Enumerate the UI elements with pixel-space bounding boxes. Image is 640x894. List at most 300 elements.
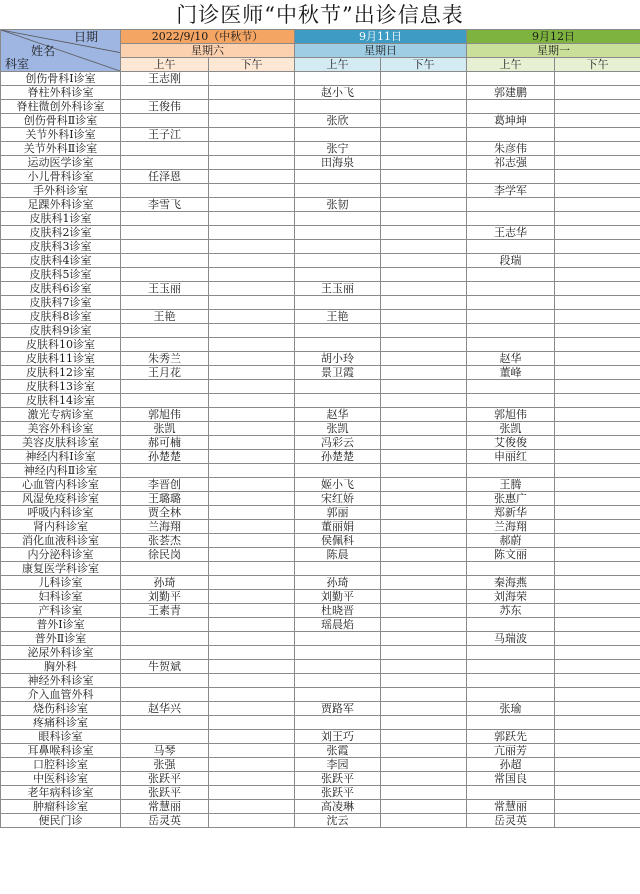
department-cell: 皮肤科12诊室 — [1, 366, 121, 380]
table-row — [1, 100, 640, 114]
am-doctor-cell: 王艳 — [121, 310, 209, 324]
am-doctor-cell: 张凯 — [121, 422, 209, 436]
pm-doctor-cell — [209, 506, 295, 520]
department-cell: 肾内科诊室 — [1, 520, 121, 534]
pm-doctor-cell — [555, 366, 640, 380]
table-row — [1, 632, 640, 646]
am-doctor-cell: 高凌琳 — [295, 800, 381, 814]
pm-doctor-cell — [555, 786, 640, 800]
pm-doctor-cell — [209, 324, 295, 338]
pm-doctor-cell — [555, 506, 640, 520]
department-cell: 皮肤科10诊室 — [1, 338, 121, 352]
table-row — [1, 688, 640, 702]
am-doctor-cell — [295, 212, 381, 226]
table-row — [1, 772, 640, 786]
am-doctor-cell — [295, 128, 381, 142]
pm-doctor-cell — [381, 744, 467, 758]
pm-doctor-cell — [209, 786, 295, 800]
am-doctor-cell — [295, 380, 381, 394]
table-row — [1, 674, 640, 688]
am-doctor-cell: 王玉丽 — [121, 282, 209, 296]
am-doctor-cell: 董丽娟 — [295, 520, 381, 534]
pm-doctor-cell — [209, 562, 295, 576]
pm-doctor-cell — [381, 380, 467, 394]
pm-doctor-cell — [209, 282, 295, 296]
pm-doctor-cell — [381, 170, 467, 184]
pm-doctor-cell — [209, 576, 295, 590]
am-doctor-cell: 杜晓晋 — [295, 604, 381, 618]
department-cell: 皮肤科5诊室 — [1, 268, 121, 282]
pm-doctor-cell — [209, 618, 295, 632]
pm-doctor-cell — [209, 744, 295, 758]
day-weekday: 星期日 — [295, 44, 467, 58]
pm-doctor-cell — [555, 324, 640, 338]
am-doctor-cell — [121, 562, 209, 576]
pm-doctor-cell — [555, 296, 640, 310]
table-row — [1, 730, 640, 744]
pm-doctor-cell — [555, 282, 640, 296]
pm-doctor-cell — [555, 422, 640, 436]
schedule-body — [1, 72, 640, 828]
department-cell: 脊柱外科诊室 — [1, 86, 121, 100]
department-cell: 美容皮肤科诊室 — [1, 436, 121, 450]
am-doctor-cell: 赵小飞 — [295, 86, 381, 100]
am-doctor-cell: 孙琦 — [295, 576, 381, 590]
pm-doctor-cell — [555, 72, 640, 86]
department-cell: 皮肤科14诊室 — [1, 394, 121, 408]
pm-doctor-cell — [209, 254, 295, 268]
department-cell: 便民门诊 — [1, 814, 121, 828]
table-row — [1, 702, 640, 716]
am-doctor-cell: 张凯 — [295, 422, 381, 436]
pm-doctor-cell — [381, 534, 467, 548]
am-doctor-cell: 王志刚 — [121, 72, 209, 86]
am-doctor-cell — [121, 296, 209, 310]
pm-doctor-cell — [381, 324, 467, 338]
pm-doctor-cell — [209, 660, 295, 674]
corner-name-label: 姓名 — [31, 44, 56, 58]
am-doctor-cell: 王腾 — [467, 478, 555, 492]
am-doctor-cell — [467, 198, 555, 212]
am-doctor-cell — [467, 338, 555, 352]
pm-doctor-cell — [381, 254, 467, 268]
department-cell: 眼科诊室 — [1, 730, 121, 744]
table-row — [1, 506, 640, 520]
am-doctor-cell: 张瑜 — [467, 702, 555, 716]
am-doctor-cell: 常慧丽 — [121, 800, 209, 814]
pm-doctor-cell — [209, 296, 295, 310]
am-doctor-cell — [295, 184, 381, 198]
department-cell: 皮肤科9诊室 — [1, 324, 121, 338]
pm-doctor-cell — [555, 198, 640, 212]
department-cell: 皮肤科3诊室 — [1, 240, 121, 254]
pm-doctor-cell — [555, 632, 640, 646]
am-doctor-cell: 王素青 — [121, 604, 209, 618]
department-cell: 老年病科诊室 — [1, 786, 121, 800]
pm-doctor-cell — [209, 702, 295, 716]
department-cell: 口腔科诊室 — [1, 758, 121, 772]
pm-doctor-cell — [555, 352, 640, 366]
am-doctor-cell — [295, 240, 381, 254]
am-doctor-cell: 段瑞 — [467, 254, 555, 268]
table-row — [1, 646, 640, 660]
am-doctor-cell — [467, 394, 555, 408]
am-doctor-cell — [467, 170, 555, 184]
department-cell: 关节外科Ⅰ诊室 — [1, 128, 121, 142]
pm-doctor-cell — [381, 814, 467, 828]
am-doctor-cell — [121, 142, 209, 156]
am-doctor-cell: 姬小飞 — [295, 478, 381, 492]
period-am: 上午 — [467, 58, 555, 72]
pm-doctor-cell — [209, 730, 295, 744]
am-doctor-cell: 贾全林 — [121, 506, 209, 520]
am-doctor-cell: 张韧 — [295, 198, 381, 212]
pm-doctor-cell — [555, 226, 640, 240]
pm-doctor-cell — [381, 128, 467, 142]
pm-doctor-cell — [555, 814, 640, 828]
pm-doctor-cell — [381, 800, 467, 814]
pm-doctor-cell — [555, 450, 640, 464]
am-doctor-cell: 郑新华 — [467, 506, 555, 520]
pm-doctor-cell — [555, 254, 640, 268]
am-doctor-cell — [121, 674, 209, 688]
am-doctor-cell: 岳灵英 — [121, 814, 209, 828]
table-row — [1, 604, 640, 618]
pm-doctor-cell — [381, 674, 467, 688]
corner-header — [1, 30, 121, 72]
pm-doctor-cell — [381, 492, 467, 506]
table-row — [1, 660, 640, 674]
am-doctor-cell — [467, 282, 555, 296]
am-doctor-cell: 瑶晨焰 — [295, 618, 381, 632]
am-doctor-cell: 张跃平 — [121, 772, 209, 786]
pm-doctor-cell — [381, 240, 467, 254]
am-doctor-cell — [467, 674, 555, 688]
am-doctor-cell — [467, 310, 555, 324]
pm-doctor-cell — [555, 576, 640, 590]
am-doctor-cell — [467, 716, 555, 730]
am-doctor-cell: 张跃平 — [295, 772, 381, 786]
period-pm: 下午 — [555, 58, 640, 72]
pm-doctor-cell — [209, 800, 295, 814]
pm-doctor-cell — [209, 688, 295, 702]
am-doctor-cell — [295, 674, 381, 688]
am-doctor-cell: 王月花 — [121, 366, 209, 380]
am-doctor-cell: 刘王巧 — [295, 730, 381, 744]
table-row — [1, 478, 640, 492]
am-doctor-cell: 祁志强 — [467, 156, 555, 170]
am-doctor-cell: 赵华 — [295, 408, 381, 422]
department-cell: 内分泌科诊室 — [1, 548, 121, 562]
am-doctor-cell — [121, 114, 209, 128]
pm-doctor-cell — [555, 618, 640, 632]
pm-doctor-cell — [381, 604, 467, 618]
table-row — [1, 142, 640, 156]
am-doctor-cell: 刘勤平 — [295, 590, 381, 604]
am-doctor-cell: 景卫霞 — [295, 366, 381, 380]
am-doctor-cell: 郭旭伟 — [121, 408, 209, 422]
pm-doctor-cell — [381, 688, 467, 702]
table-row — [1, 408, 640, 422]
am-doctor-cell — [295, 688, 381, 702]
table-row — [1, 590, 640, 604]
department-cell: 激光专病诊室 — [1, 408, 121, 422]
pm-doctor-cell — [381, 506, 467, 520]
pm-doctor-cell — [381, 394, 467, 408]
am-doctor-cell: 马琴 — [121, 744, 209, 758]
pm-doctor-cell — [555, 744, 640, 758]
pm-doctor-cell — [381, 310, 467, 324]
am-doctor-cell — [467, 618, 555, 632]
pm-doctor-cell — [381, 478, 467, 492]
pm-doctor-cell — [381, 786, 467, 800]
am-doctor-cell: 孙楚楚 — [121, 450, 209, 464]
am-doctor-cell — [295, 562, 381, 576]
table-row — [1, 184, 640, 198]
department-cell: 创伤骨科Ⅱ诊室 — [1, 114, 121, 128]
table-row — [1, 520, 640, 534]
pm-doctor-cell — [209, 156, 295, 170]
table-row — [1, 814, 640, 828]
pm-doctor-cell — [209, 534, 295, 548]
table-row — [1, 268, 640, 282]
table-row — [1, 352, 640, 366]
table-row — [1, 86, 640, 100]
am-doctor-cell: 王子江 — [121, 128, 209, 142]
am-doctor-cell — [295, 464, 381, 478]
period-am: 上午 — [121, 58, 209, 72]
am-doctor-cell — [467, 72, 555, 86]
pm-doctor-cell — [381, 702, 467, 716]
pm-doctor-cell — [555, 310, 640, 324]
department-cell: 运动医学诊室 — [1, 156, 121, 170]
pm-doctor-cell — [209, 492, 295, 506]
am-doctor-cell: 郭丽 — [295, 506, 381, 520]
am-doctor-cell — [295, 72, 381, 86]
am-doctor-cell: 张跃平 — [295, 786, 381, 800]
department-cell: 消化血液科诊室 — [1, 534, 121, 548]
table-row — [1, 324, 640, 338]
pm-doctor-cell — [381, 450, 467, 464]
pm-doctor-cell — [381, 198, 467, 212]
pm-doctor-cell — [209, 184, 295, 198]
table-row — [1, 254, 640, 268]
am-doctor-cell — [467, 128, 555, 142]
pm-doctor-cell — [209, 772, 295, 786]
department-cell: 创伤骨科Ⅰ诊室 — [1, 72, 121, 86]
pm-doctor-cell — [555, 436, 640, 450]
pm-doctor-cell — [555, 478, 640, 492]
pm-doctor-cell — [381, 408, 467, 422]
department-cell: 风湿免疫科诊室 — [1, 492, 121, 506]
pm-doctor-cell — [381, 660, 467, 674]
pm-doctor-cell — [381, 548, 467, 562]
pm-doctor-cell — [209, 114, 295, 128]
pm-doctor-cell — [555, 800, 640, 814]
am-doctor-cell: 郭建鹏 — [467, 86, 555, 100]
am-doctor-cell: 王艳 — [295, 310, 381, 324]
pm-doctor-cell — [381, 562, 467, 576]
am-doctor-cell — [121, 86, 209, 100]
pm-doctor-cell — [555, 464, 640, 478]
table-row — [1, 464, 640, 478]
am-doctor-cell: 张宁 — [295, 142, 381, 156]
pm-doctor-cell — [381, 632, 467, 646]
pm-doctor-cell — [209, 436, 295, 450]
table-row — [1, 534, 640, 548]
department-cell: 胸外科 — [1, 660, 121, 674]
pm-doctor-cell — [209, 394, 295, 408]
am-doctor-cell: 常慧丽 — [467, 800, 555, 814]
department-cell: 产科诊室 — [1, 604, 121, 618]
am-doctor-cell: 孙琦 — [121, 576, 209, 590]
am-doctor-cell — [295, 100, 381, 114]
pm-doctor-cell — [209, 198, 295, 212]
pm-doctor-cell — [381, 590, 467, 604]
department-cell: 中医科诊室 — [1, 772, 121, 786]
am-doctor-cell: 郭旭伟 — [467, 408, 555, 422]
am-doctor-cell: 张欣 — [295, 114, 381, 128]
pm-doctor-cell — [381, 184, 467, 198]
am-doctor-cell: 李雪飞 — [121, 198, 209, 212]
department-cell: 康复医学科诊室 — [1, 562, 121, 576]
am-doctor-cell: 赵华兴 — [121, 702, 209, 716]
pm-doctor-cell — [555, 212, 640, 226]
table-row — [1, 114, 640, 128]
am-doctor-cell — [467, 324, 555, 338]
pm-doctor-cell — [381, 352, 467, 366]
am-doctor-cell — [121, 184, 209, 198]
pm-doctor-cell — [555, 408, 640, 422]
am-doctor-cell — [121, 156, 209, 170]
pm-doctor-cell — [381, 422, 467, 436]
am-doctor-cell: 陈文丽 — [467, 548, 555, 562]
am-doctor-cell: 申丽红 — [467, 450, 555, 464]
am-doctor-cell — [467, 296, 555, 310]
am-doctor-cell: 刘勤平 — [121, 590, 209, 604]
am-doctor-cell: 秦海燕 — [467, 576, 555, 590]
am-doctor-cell: 常国良 — [467, 772, 555, 786]
pm-doctor-cell — [555, 520, 640, 534]
pm-doctor-cell — [381, 730, 467, 744]
pm-doctor-cell — [209, 86, 295, 100]
table-row — [1, 212, 640, 226]
department-cell: 脊柱微创外科诊室 — [1, 100, 121, 114]
pm-doctor-cell — [555, 128, 640, 142]
pm-doctor-cell — [555, 184, 640, 198]
pm-doctor-cell — [381, 772, 467, 786]
am-doctor-cell — [121, 240, 209, 254]
am-doctor-cell: 牛贺斌 — [121, 660, 209, 674]
am-doctor-cell — [121, 716, 209, 730]
am-doctor-cell: 亢丽芳 — [467, 744, 555, 758]
pm-doctor-cell — [555, 156, 640, 170]
table-row — [1, 618, 640, 632]
am-doctor-cell — [121, 394, 209, 408]
am-doctor-cell: 陈晨 — [295, 548, 381, 562]
am-doctor-cell — [121, 730, 209, 744]
am-doctor-cell: 朱彦伟 — [467, 142, 555, 156]
am-doctor-cell — [467, 100, 555, 114]
department-cell: 心血管内科诊室 — [1, 478, 121, 492]
am-doctor-cell: 艾俊俊 — [467, 436, 555, 450]
pm-doctor-cell — [209, 142, 295, 156]
am-doctor-cell: 郝蔚 — [467, 534, 555, 548]
am-doctor-cell: 刘海荣 — [467, 590, 555, 604]
table-row — [1, 394, 640, 408]
am-doctor-cell — [295, 296, 381, 310]
am-doctor-cell: 贾路军 — [295, 702, 381, 716]
am-doctor-cell — [121, 646, 209, 660]
table-row — [1, 380, 640, 394]
department-cell: 关节外科Ⅱ诊室 — [1, 142, 121, 156]
pm-doctor-cell — [209, 604, 295, 618]
pm-doctor-cell — [209, 716, 295, 730]
pm-doctor-cell — [381, 100, 467, 114]
am-doctor-cell — [295, 394, 381, 408]
table-row — [1, 436, 640, 450]
pm-doctor-cell — [381, 716, 467, 730]
pm-doctor-cell — [555, 562, 640, 576]
table-row — [1, 128, 640, 142]
day-date: 2022/9/10（中秋节） — [121, 30, 295, 44]
department-cell: 妇科诊室 — [1, 590, 121, 604]
pm-doctor-cell — [209, 548, 295, 562]
schedule-table — [0, 29, 640, 828]
am-doctor-cell: 葛坤坤 — [467, 114, 555, 128]
table-row — [1, 296, 640, 310]
table-row — [1, 562, 640, 576]
am-doctor-cell — [295, 254, 381, 268]
am-doctor-cell: 苏东 — [467, 604, 555, 618]
am-doctor-cell: 张强 — [121, 758, 209, 772]
am-doctor-cell: 董峰 — [467, 366, 555, 380]
pm-doctor-cell — [381, 226, 467, 240]
pm-doctor-cell — [555, 268, 640, 282]
am-doctor-cell — [467, 268, 555, 282]
am-doctor-cell: 侯佩科 — [295, 534, 381, 548]
pm-doctor-cell — [555, 716, 640, 730]
pm-doctor-cell — [381, 618, 467, 632]
pm-doctor-cell — [381, 142, 467, 156]
department-cell: 皮肤科2诊室 — [1, 226, 121, 240]
department-cell: 皮肤科1诊室 — [1, 212, 121, 226]
am-doctor-cell — [295, 338, 381, 352]
am-doctor-cell: 孙超 — [467, 758, 555, 772]
table-row — [1, 576, 640, 590]
date-header-row — [1, 30, 640, 44]
pm-doctor-cell — [209, 100, 295, 114]
am-doctor-cell: 兰海翔 — [121, 520, 209, 534]
pm-doctor-cell — [381, 338, 467, 352]
period-pm: 下午 — [209, 58, 295, 72]
pm-doctor-cell — [555, 646, 640, 660]
am-doctor-cell — [467, 646, 555, 660]
department-cell: 神经内科Ⅰ诊室 — [1, 450, 121, 464]
am-doctor-cell — [467, 212, 555, 226]
am-doctor-cell: 李园 — [295, 758, 381, 772]
pm-doctor-cell — [209, 646, 295, 660]
pm-doctor-cell — [381, 268, 467, 282]
pm-doctor-cell — [381, 576, 467, 590]
pm-doctor-cell — [555, 604, 640, 618]
pm-doctor-cell — [381, 366, 467, 380]
table-row — [1, 170, 640, 184]
am-doctor-cell — [121, 268, 209, 282]
pm-doctor-cell — [209, 226, 295, 240]
department-cell: 耳鼻喉科诊室 — [1, 744, 121, 758]
pm-doctor-cell — [209, 520, 295, 534]
